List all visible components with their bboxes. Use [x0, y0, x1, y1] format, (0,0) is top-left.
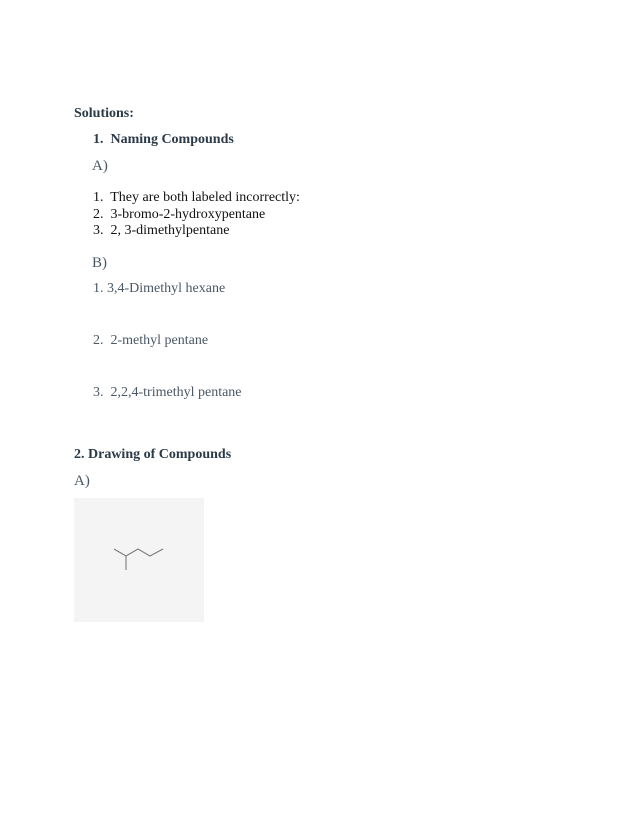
part-a-label: A) [92, 158, 108, 174]
list-item-number: 1. [93, 281, 104, 296]
section1-number: 1. [93, 132, 104, 147]
list-item [93, 333, 208, 349]
list-item-number: 1. [93, 190, 104, 205]
list-item-number: 2. [93, 207, 104, 222]
list-item-text: 3,4-Dimethyl hexane [107, 281, 226, 296]
compound-structure-image [74, 498, 204, 622]
list-item-number: 2. [93, 333, 104, 348]
section1-heading [93, 132, 234, 148]
list-item [93, 223, 229, 239]
section2-part-a-label: A) [74, 473, 90, 489]
list-item-number: 3. [93, 223, 104, 238]
skeletal-structure-icon [74, 498, 204, 622]
list-item-text: 2, 3-dimethylpentane [110, 223, 230, 238]
solutions-heading: Solutions: [74, 106, 134, 121]
part-b-label: B) [92, 255, 107, 271]
list-item [93, 207, 265, 223]
list-item [93, 190, 300, 206]
list-item [93, 281, 225, 297]
list-item-text: 2,2,4-trimethyl pentane [110, 385, 242, 400]
list-item [93, 385, 242, 401]
list-item-text: 3-bromo-2-hydroxypentane [110, 207, 266, 222]
list-item-text: They are both labeled incorrectly: [110, 190, 300, 205]
list-item-number: 3. [93, 385, 104, 400]
section2-heading: 2. Drawing of Compounds [74, 447, 232, 462]
list-item-text: 2-methyl pentane [110, 333, 209, 348]
section1-title: Naming Compounds [110, 132, 234, 147]
